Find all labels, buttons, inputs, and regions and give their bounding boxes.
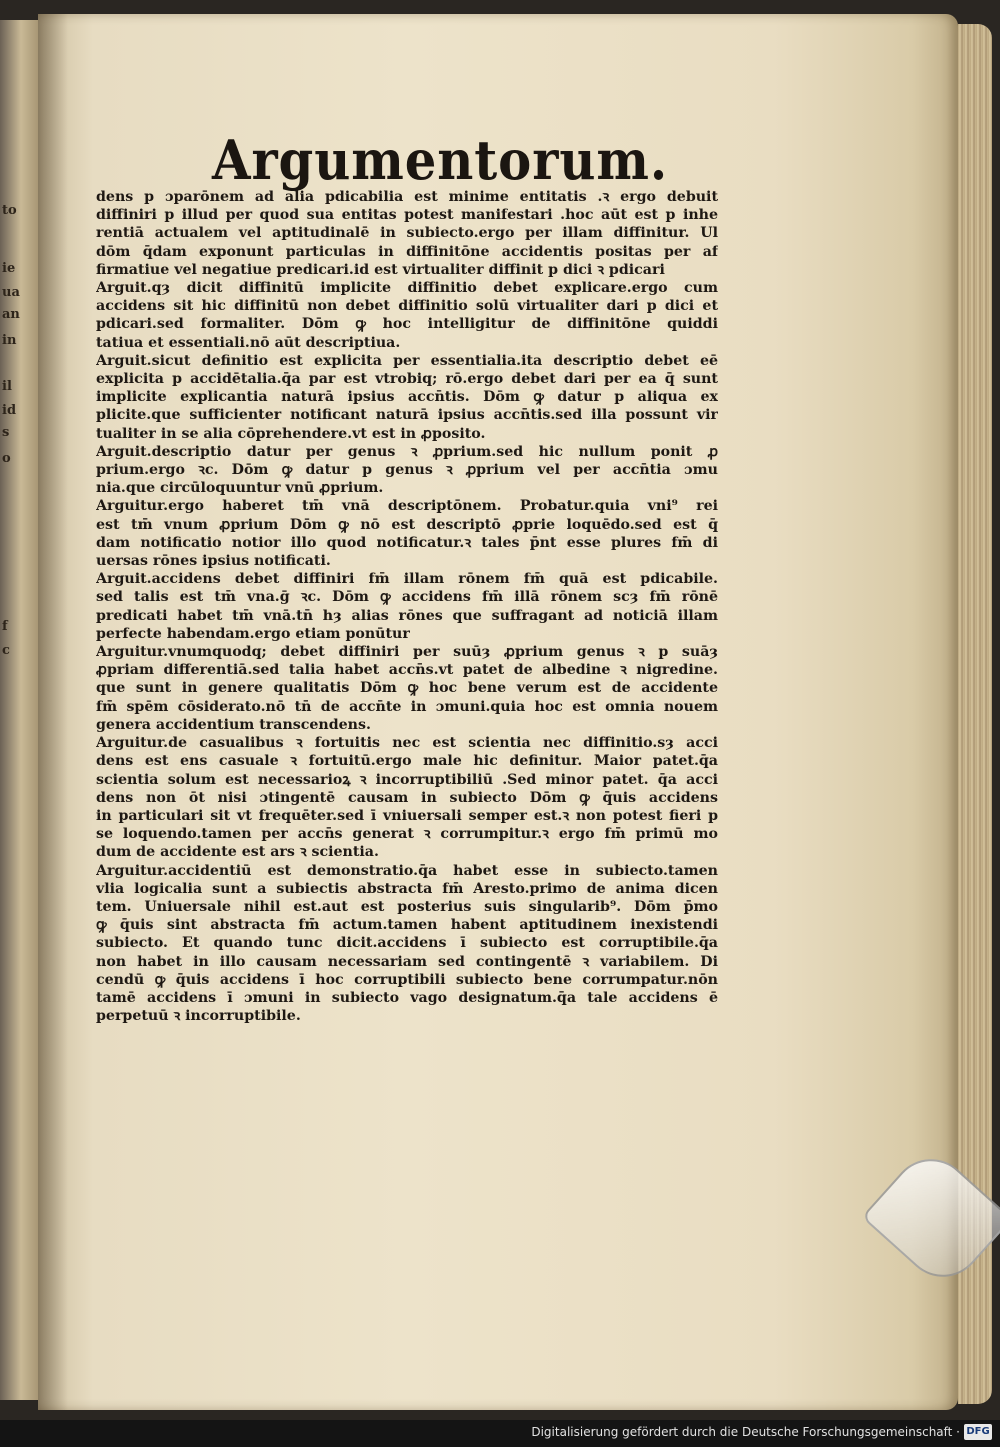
- paragraph: [96, 734, 718, 861]
- margin-fragment: il: [2, 379, 12, 394]
- text-line: cendū ꝙ q̄uis accidens ī hoc corruptibili subiecto bene corrumpatur.nōn: [96, 971, 718, 988]
- text-line: tem. Uniuersale nihil est.aut est posterius suis singularib⁹. Dōm p̄mo: [96, 898, 718, 915]
- text-line: rentiā actualem vel aptitudinalē in subiecto.ergo per illam diffinitur. Ul: [96, 225, 718, 242]
- paragraph: [96, 497, 718, 570]
- text-line: ꝓpriam differentiā.sed talia habet accn̄s.vt patet de albedine ꝛ nigredine.: [96, 662, 718, 679]
- paragraph: [96, 352, 718, 443]
- paragraph: [96, 188, 718, 279]
- text-line: Arguitur.accidentiū est demonstratio.q̄a habet esse in subiecto.tamen: [96, 862, 718, 879]
- text-line: firmatiue vel negatiue predicari.id est virtualiter diffinit p dici ꝛ pdicari: [96, 261, 665, 278]
- margin-fragment: c: [2, 643, 10, 658]
- margin-fragment: to: [2, 203, 17, 218]
- text-line: Arguitur.vnumquodq; debet diffiniri per suūȝ ꝓprium genus ꝛ p suāȝ: [96, 644, 718, 661]
- text-line: genera accidentium transcendens.: [96, 716, 371, 733]
- text-line: Arguit.sicut definitio est explicita per essentialia.ita descriptio debet eē: [96, 352, 718, 369]
- text-line: dens non ōt nisi ɔtingentē causam in subiecto Dōm ꝙ q̄uis accidens: [96, 789, 718, 806]
- text-line: uersas rōnes ipsius notificati.: [96, 553, 331, 570]
- text-line: perpetuū ꝛ incorruptibile.: [96, 1008, 301, 1025]
- text-line: dens p ɔparōnem ad alia pdicabilia est minime entitatis .ꝛ ergo debuit: [96, 189, 718, 205]
- body-text: [96, 188, 718, 1025]
- paragraph: [96, 279, 718, 352]
- text-line: scientia solum est necessarioꝝ ꝛ incorruptibiliū .Sed minor patet. q̄a acci: [96, 771, 718, 788]
- text-line: fm̄ spēm cōsiderato.nō tn̄ de accn̄te in ɔmuni.quia hoc est omnia nouem: [96, 698, 718, 715]
- text-line: Arguitur.ergo haberet tm̄ vnā descriptōnem. Probatur.quia vni⁹ rei: [96, 498, 718, 515]
- dfg-logo: DFG: [964, 1424, 992, 1440]
- text-line: que sunt in genere qualitatis Dōm ꝙ hoc bene verum est de accidente: [96, 680, 718, 697]
- text-line: ꝙ q̄uis sint abstracta fm̄ actum.tamen habent aptitudinem inexistendi: [96, 917, 718, 934]
- text-line: tamē accidens ī ɔmuni in subiecto vago designatum.q̄a tale accidens ē: [96, 989, 718, 1006]
- text-line: pdicari.sed formaliter. Dōm ꝙ hoc intelligitur de diffinitōne quiddi: [96, 316, 718, 333]
- text-line: explicita p accidētalia.q̄a par est vtrobiq; rō.ergo debet dari per ea q̄ sunt: [96, 371, 718, 388]
- left-page-edge: [0, 20, 40, 1400]
- margin-fragment: in: [2, 333, 17, 348]
- margin-fragment: o: [2, 451, 11, 466]
- margin-fragment: ua: [2, 285, 20, 300]
- text-line: dōm q̄dam exponunt particulas in diffinitōne accidentis positas per af: [96, 243, 718, 260]
- text-line: dens est ens casuale ꝛ fortuitū.ergo male hic definitur. Maior patet.q̄a: [96, 753, 718, 770]
- text-line: nia.que circūloquuntur vnū ꝓprium.: [96, 480, 384, 497]
- paragraph: [96, 570, 718, 643]
- footer-bar: [0, 1420, 1000, 1447]
- footer-credit: Digitalisierung gefördert durch die Deutsche Forschungsgemeinschaft ·: [531, 1425, 960, 1439]
- text-line: predicati habet tm̄ vnā.tn̄ hȝ alias rōnes que suffragant ad noticiā illam: [96, 607, 718, 624]
- text-line: tualiter in se alia cōprehendere.vt est in ꝓposito.: [96, 425, 486, 442]
- text-line: Arguitur.de casualibus ꝛ fortuitis nec est scientia nec diffinitio.sȝ acci: [96, 735, 718, 752]
- margin-fragment: f: [2, 619, 8, 634]
- text-line: accidens sit hic diffinitū non debet diffinitio solū virtualiter dari p dici et: [96, 298, 718, 315]
- text-line: diffiniri p illud per quod sua entitas potest manifestari .hoc aūt est p inhe: [96, 207, 718, 224]
- paragraph: [96, 443, 718, 498]
- paragraph: [96, 862, 718, 1026]
- text-line: non habet in illo causam necessariam sed contingentē ꝛ variabilem. Di: [96, 953, 718, 970]
- text-line: prium.ergo ꝛc. Dōm ꝙ datur p genus ꝛ ꝓprium vel per accn̄tia ɔmu: [96, 462, 718, 479]
- margin-fragment: id: [2, 403, 17, 418]
- text-line: tatiua et essentiali.nō aūt descriptiua.: [96, 334, 401, 351]
- margin-fragment: s: [2, 425, 10, 440]
- text-line: implicite explicantia naturā ipsius accn̄tis. Dōm ꝙ datur p aliqua ex: [96, 389, 718, 406]
- text-line: est tm̄ vnum ꝓprium Dōm ꝙ nō est descriptō ꝓprie loquēdo.sed est q̄: [96, 516, 718, 533]
- text-line: in particulari sit vt frequēter.sed ī vniuersali semper est.ꝛ non potest fieri p: [96, 807, 718, 824]
- text-line: dam notificatio notior illo quod notificatur.ꝛ tales p̄nt esse plures fm̄ di: [96, 534, 718, 551]
- text-line: perfecte habendam.ergo etiam ponūtur: [96, 625, 410, 642]
- margin-fragment: ie: [2, 261, 16, 276]
- margin-fragment: an: [2, 307, 20, 322]
- text-line: Arguit.accidens debet diffiniri fm̄ illam rōnem fm̄ quā est pdicabile.: [96, 571, 718, 588]
- text-line: subiecto. Et quando tunc dicit.accidens ī subiecto est corruptibile.q̄a: [96, 935, 718, 952]
- text-line: plicite.que sufficienter notificant naturā ipsius accn̄tis.sed illa possunt vir: [96, 407, 718, 424]
- spine-shadow: [38, 14, 68, 1410]
- text-line: vlia logicalia sunt a subiectis abstracta fm̄ Aresto.primo de anima dicen: [96, 880, 718, 897]
- page-heading: Argumentorum.: [212, 128, 669, 192]
- text-line: dum de accidente est ars ꝛ scientia.: [96, 844, 379, 861]
- text-line: Arguit.qȝ dicit diffinitū implicite diffinitio debet explicare.ergo cum: [96, 280, 718, 297]
- text-line: Arguit.descriptio datur per genus ꝛ ꝓprium.sed hic nullum ponit ꝓ: [96, 443, 718, 460]
- text-line: sed talis est tm̄ vna.ḡ ꝛc. Dōm ꝙ accidens fm̄ illā rōnem scȝ fm̄ rōnē: [96, 589, 718, 606]
- text-line: se loquendo.tamen per accn̄s generat ꝛ corrumpitur.ꝛ ergo fm̄ primū mo: [96, 826, 718, 843]
- paragraph: [96, 643, 718, 734]
